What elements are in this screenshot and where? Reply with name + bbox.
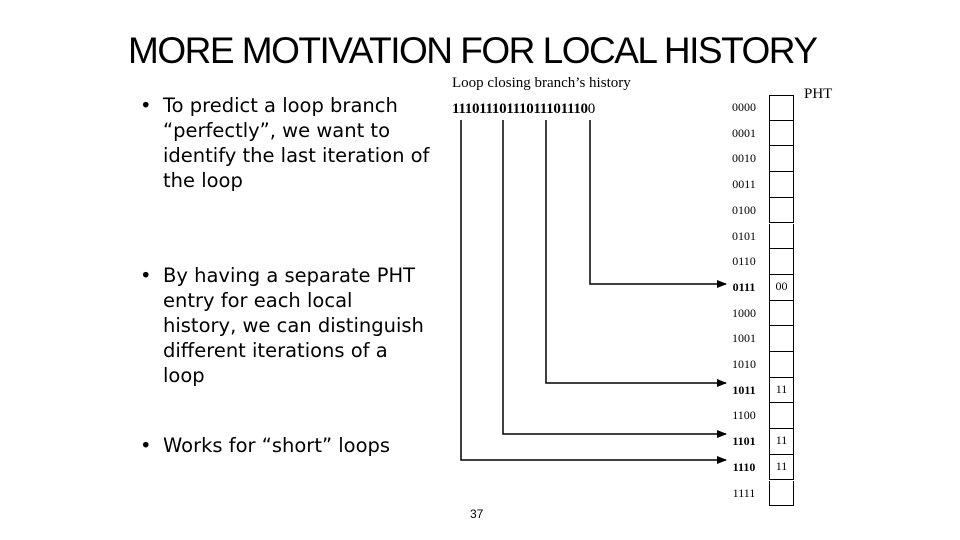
pht-entry [769,301,794,327]
pht-entry [769,121,794,147]
pht-index-label: 0110 [732,254,756,269]
bullet-marker: • [140,434,152,457]
pht-entry: 11 [769,378,794,404]
pht-index-label: 0010 [732,151,756,166]
bullet-marker: • [140,94,152,117]
pht-index-label: 0100 [732,202,756,217]
pht-index-label: 1000 [732,305,756,320]
arrow-to-1110 [461,120,726,460]
pht-entry [769,326,794,352]
pht-entry [769,403,794,429]
arrow-to-1011 [546,120,726,383]
pht-entry [769,198,794,224]
pht-index-label: 0011 [732,177,756,192]
pht-entry [769,172,794,198]
pht-index-label: 0001 [732,125,756,140]
pht-entry [769,249,794,275]
pht-label: PHT [804,86,833,102]
pht-index-label: 0111 [732,279,756,294]
pht-index-label: 1010 [732,357,756,371]
pht-entry: 00 [769,275,794,301]
pht-entry: 11 [769,455,794,481]
slide-title: MORE MOTIVATION FOR LOCAL HISTORY [128,30,817,71]
history-bit-last: 0 [587,101,595,117]
pht-index-label: 0101 [732,228,756,243]
pht-entry [769,95,794,121]
bullet-text: To predict a loop branch “perfectly”, we want to identify the last iteration of the loop [163,94,430,192]
pht-entry [769,146,794,172]
pht-index-label: 1101 [732,434,756,449]
bullet-text: Works for “short” loops [163,434,391,457]
arrow-to-0111 [590,120,726,284]
diagram-heading: Loop closing branch’s history [452,75,631,91]
pht-index-label: 0000 [732,100,756,114]
bullet-text: By having a separate PHT entry for each local history, we can distinguish different iterations of a loop [163,264,424,387]
bullet-marker: • [140,264,152,287]
pht-index-label: 1111 [732,485,756,500]
page-number: 37 [470,507,484,521]
history-bits-bold: 11101110111011101110 [452,101,588,117]
pht-entry [769,481,794,507]
pht-index-label: 1100 [732,408,756,423]
pht-index-label: 1011 [732,382,756,397]
pht-entry [769,224,794,250]
pht-index-label: 1110 [732,459,756,474]
arrow-to-1101 [503,120,726,434]
pht-entry: 11 [769,429,794,455]
pht-entry [769,352,794,378]
pht-index-label: 1001 [732,331,756,346]
